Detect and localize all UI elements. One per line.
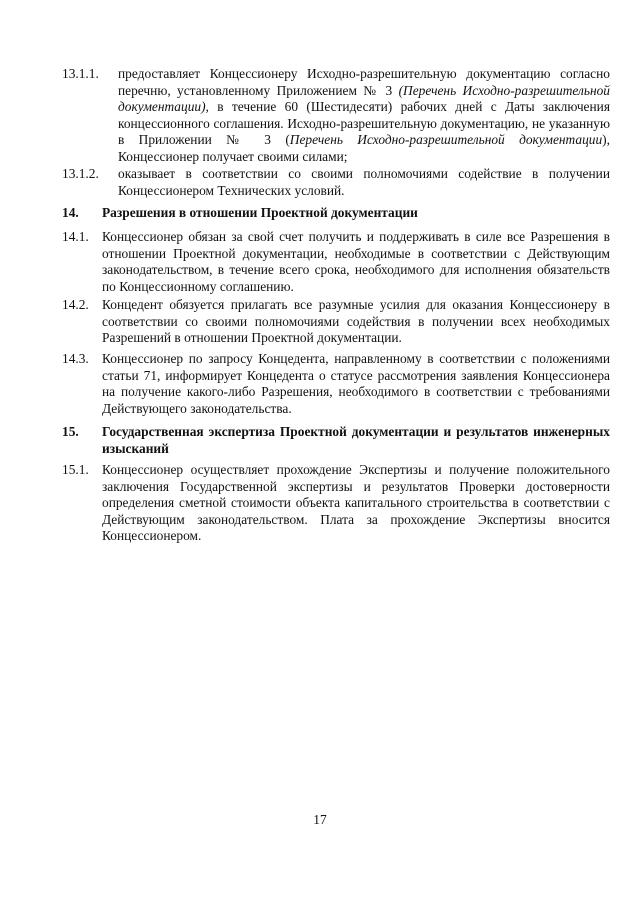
clause-number: 14.3.	[62, 351, 89, 366]
clause-text: Концессионер осуществляет прохождение Экспертизы и получение положительного заключения Государственной экспертизы и результатов Проверки достоверности определения сметной стоимости объекта капитального строительства в соответствии с Действующим законодательством. Плата за прохождение Экспертизы вносится Концессионером.	[102, 462, 610, 544]
clause-number: 13.1.1.	[62, 66, 99, 81]
clause-13-1-1	[62, 66, 610, 166]
clause-number: 15.1.	[62, 462, 89, 477]
section-heading-14	[62, 205, 610, 222]
section-number: 14.	[62, 205, 79, 220]
clause-text: оказывает в соответствии со своими полномочиями содействие в получении Концессионером Технических условий.	[118, 166, 610, 198]
clause-text: Концессионер по запросу Концедента, направленному в соответствии с положениями статьи 71, информирует Концедента о статусе рассмотрения заявления Концессионера на получение какого-либо Разрешения, необходимого в соответствии с требованиями Действующего законодательства.	[102, 351, 610, 416]
section-number: 15.	[62, 424, 79, 439]
clause-number: 14.1.	[62, 229, 89, 244]
section-title: Государственная экспертиза Проектной документации и результатов инженерных изысканий	[102, 424, 610, 456]
section-title: Разрешения в отношении Проектной документации	[102, 205, 418, 220]
clause-14-3	[62, 351, 610, 417]
clause-text: Концедент обязуется прилагать все разумные усилия для оказания Концессионеру в соответствии со своими полномочиями содействия в получении всех необходимых Разрешений в отношении Проектной документации.	[102, 297, 610, 346]
clause-number: 14.2.	[62, 297, 89, 312]
clause-13-1-2	[62, 166, 610, 199]
clause-15-1	[62, 462, 610, 545]
clause-number: 13.1.2.	[62, 166, 99, 181]
clause-14-2	[62, 297, 610, 347]
clause-text: предоставляет Концессионеру Исходно-разрешительную документацию согласно перечню, установленному Приложением № 3 (Перечень Исходно-разрешительной документации), в течение 60 (Шестидесяти) рабочих дней с Даты заключения концессионного соглашения. Исходно-разрешительную документацию, не указанную в Приложении № 3 (Перечень Исходно-разрешительной документации), Концессионер получает своими силами;	[118, 66, 610, 164]
clause-14-1	[62, 229, 610, 295]
page-number: 17	[313, 812, 327, 827]
section-heading-15	[62, 424, 610, 457]
clause-text: Концессионер обязан за свой счет получить и поддерживать в силе все Разрешения в отношении Проектной документации, необходимые в соответствии с Действующим законодательством, в течение всего срока, необходимого для исполнения обязательств по Концессионному соглашению.	[102, 229, 610, 294]
